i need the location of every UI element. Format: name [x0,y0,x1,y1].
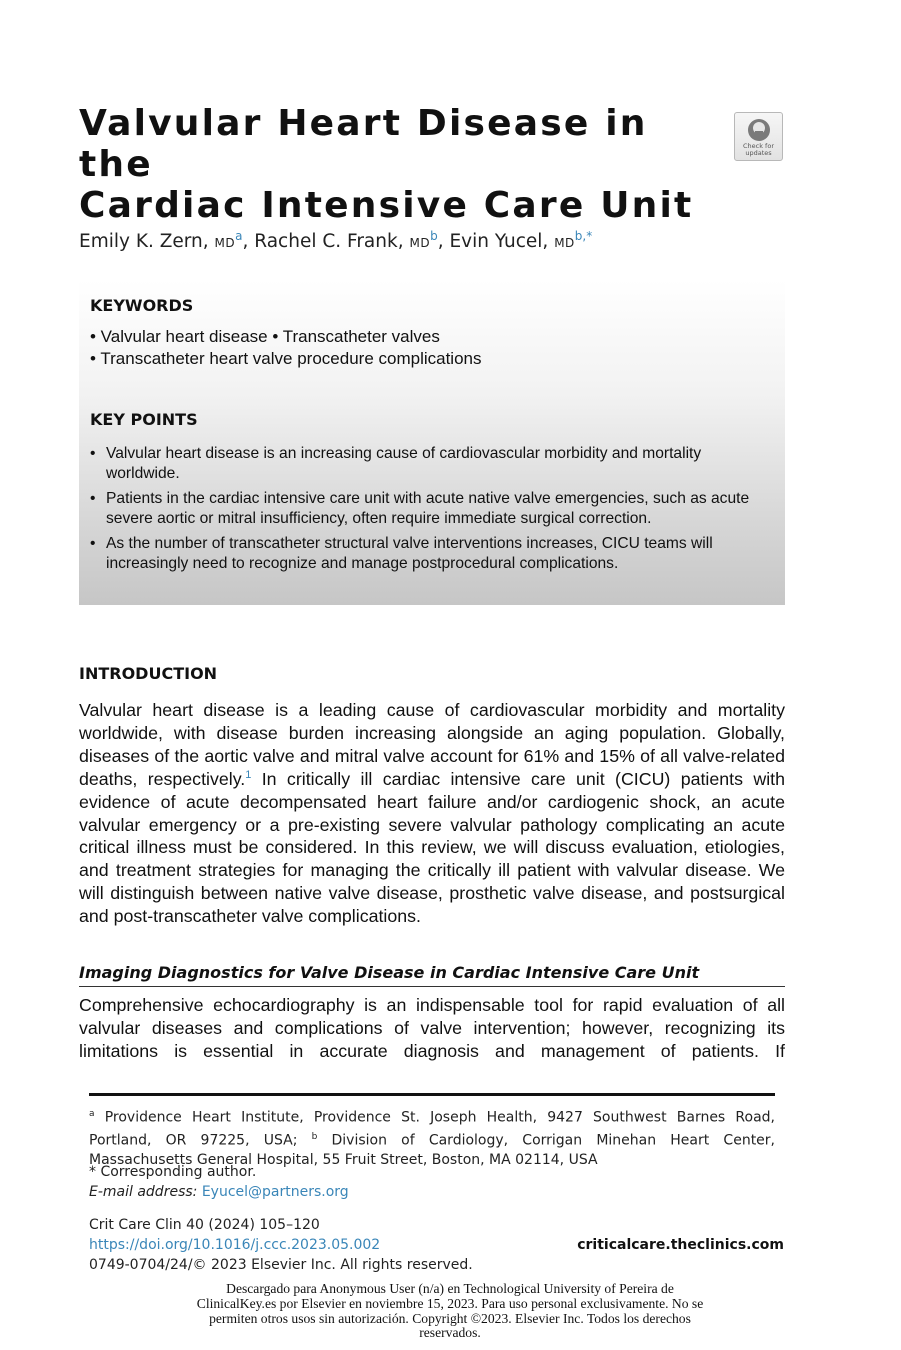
author-degree: MD [214,236,236,251]
affiliation-link[interactable]: b,* [574,229,593,243]
intro-text-part-2: In critically ill cardiac intensive care unit (CICU) patients with evidence of acute decompensated heart failure and/or cardiogenic shock, an acute valvular emergency or a pre-existing severe valvular pathology complicating an acute critical illness must be considered. In this review, we will discuss evaluation, etiologies, and treatment strategies for managing the critically ill patient with valvular disease. We will distinguish between native valve disease, prosthetic valve disease, and postsurgical and post-transcatheter valve complications. [79,768,785,927]
key-point-item [90,444,770,483]
journal-website: criticalcare.theclinics.com [577,1237,784,1253]
keywords-keypoints-box [79,280,785,605]
key-points-heading: KEY POINTS [90,410,198,429]
download-notice-line: ClinicalKey.es por Elsevier en noviembre 15, 2023. Para uso personal exclusivamente. No se [196,1295,704,1311]
author-list [79,229,592,252]
journal-citation: Crit Care Clin 40 (2024) 105–120 [89,1217,320,1233]
author-degree: MD [409,236,431,251]
doi-link[interactable]: https://doi.org/10.1016/j.ccc.2023.05.002 [89,1237,381,1253]
email-line [89,1184,349,1200]
affiliations [89,1105,775,1171]
check-for-updates-label-1: Check for [743,142,774,150]
author-name: Emily K. Zern, [79,231,215,253]
intro-text-part-1: Valvular heart disease is a leading cause of cardiovascular morbidity and mortality worldwide, with disease burden increasing alongside an aging population. Globally, diseases of the aortic valve and mitral valve account for 61% and 15% of all valve-related deaths, respectively. [79,700,785,789]
introduction-heading: INTRODUCTION [79,664,218,683]
keywords-heading: KEYWORDS [90,296,194,315]
download-notice-line: permiten otros usos sin autorización. Copyright ©2023. Elsevier Inc. Todos los derechos [209,1310,691,1326]
key-point-text: Patients in the cardiac intensive care unit with acute native valve emergencies, such as acute severe aortic or mitral insufficiency, often require immediate surgical correction. [106,490,750,527]
author-separator: , [242,231,255,253]
crossmark-icon [746,117,772,143]
author-name: Evin Yucel, [449,231,555,253]
affiliation-link[interactable]: a [235,229,243,243]
author-separator: , [437,231,450,253]
key-point-text: As the number of transcatheter structural valve interventions increases, CICU teams will increasingly need to recognize and manage postprocedural complications. [106,535,713,572]
issn-copyright: 0749-0704/24/© 2023 Elsevier Inc. All rights reserved. [89,1257,473,1273]
article-title [79,103,719,226]
introduction-paragraph [79,699,785,928]
affiliation-marker: b [311,1132,318,1143]
key-point-text: Valvular heart disease is an increasing cause of cardiovascular morbidity and mortality worldwide. [106,445,702,482]
reference-link[interactable]: 1 [245,768,252,781]
title-line-2: Cardiac Intensive Care Unit [79,185,694,226]
email-label: E-mail address: [89,1184,198,1200]
keyword-line: • Transcatheter heart valve procedure complications [90,349,482,368]
key-point-item [90,534,770,573]
keyword-line: • Valvular heart disease • Transcatheter valves [90,327,440,346]
author-degree: MD [554,236,575,251]
imaging-section-heading: Imaging Diagnostics for Valve Disease in Cardiac Intensive Care Unit [79,963,785,987]
affiliation-marker: a [89,1109,95,1119]
email-link[interactable]: Eyucel@partners.org [201,1184,349,1200]
check-for-updates-label-2: updates [745,149,772,157]
download-notice [150,1282,750,1341]
author-name: Rachel C. Frank, [254,231,410,253]
title-line-1: Valvular Heart Disease in the [79,103,648,185]
affiliation-a: Providence Heart Institute, Providence St. Joseph Health, 9427 Southwest Barnes Road, Portland, OR 97225, USA; [89,1109,775,1149]
bullet: • [90,535,96,552]
bullet: • [90,490,96,507]
footnote-divider [89,1093,775,1096]
download-notice-line: Descargado para Anonymous User (n/a) en Technological University of Pereira de [226,1281,674,1296]
affiliation-link[interactable]: b [430,229,438,243]
bullet: • [90,445,96,462]
check-for-updates-badge[interactable] [734,112,783,161]
affiliation-b: Division of Cardiology, Corrigan Minehan Heart Center, Massachusetts General Hospital, 55 Fruit Street, Boston, MA 02114, USA [89,1132,775,1169]
imaging-paragraph: Comprehensive echocardiography is an indispensable tool for rapid evaluation of all valvular diseases and complications of valve intervention; however, recognizing its limitations is essential in accurate diagnosis and management of patients. If [79,995,785,1061]
corresponding-author-note: * Corresponding author. [89,1164,257,1180]
key-point-item [90,489,770,528]
download-notice-line: reservados. [419,1325,481,1341]
